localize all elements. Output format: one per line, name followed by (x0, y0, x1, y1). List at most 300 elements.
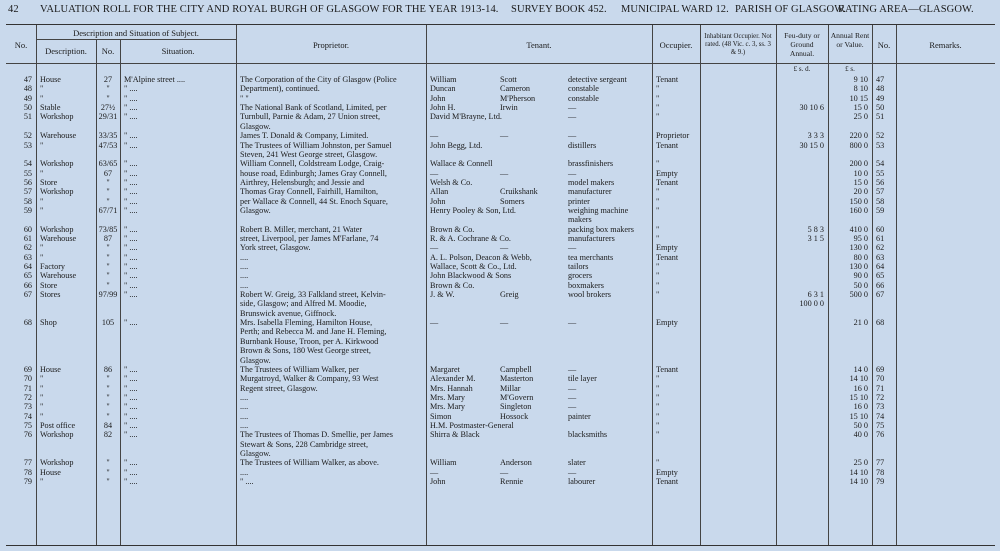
cell-occ: Tenant (656, 177, 679, 187)
cell-prop: .... (240, 252, 249, 262)
cell-tf: Wallace & Connell (430, 159, 493, 169)
cell-no: 74 (23, 411, 32, 421)
cell-tocc: tile layer (568, 374, 597, 384)
cell-num: 73/85 (98, 224, 118, 234)
cell-desc: " (40, 252, 44, 262)
cell-tf: — (430, 168, 439, 178)
table-row (6, 421, 995, 430)
table-row (6, 141, 995, 150)
cell-occ: " (656, 420, 660, 430)
cell-desc: Shop (40, 318, 57, 328)
cell-occ: " (656, 187, 660, 197)
table-row (6, 84, 995, 93)
cell-sit: " .... (124, 467, 138, 477)
cell-no2: 77 (876, 458, 885, 468)
cell-occ: Tenant (656, 252, 679, 262)
cell-num: 47/53 (98, 140, 118, 150)
cell-no2: 51 (876, 112, 885, 122)
cell-sit: " .... (124, 131, 138, 141)
cell-ts: Somers (500, 196, 525, 206)
cell-tocc: manufacturers (568, 233, 615, 243)
table-row (6, 169, 995, 178)
cell-tf: — (430, 467, 439, 477)
cell-rent: 20 0 (853, 187, 868, 197)
cell-tocc: brassfinishers (568, 159, 614, 169)
cell-no: 48 (23, 84, 32, 94)
cell-occ: " (656, 280, 660, 290)
cell-desc: House (40, 75, 61, 84)
cell-rent: 10 0 (853, 168, 868, 178)
cell-occ: " (656, 383, 660, 393)
cell-tf: John (430, 93, 446, 103)
cell-tf: David M'Brayne, Ltd. (430, 112, 502, 122)
cell-tocc: — (568, 392, 577, 402)
cell-tf: A. L. Polson, Deacon & Webb, (430, 252, 532, 262)
cell-sit: " .... (124, 402, 138, 412)
cell-sit: " .... (124, 458, 138, 468)
cell-tocc: — (568, 243, 577, 253)
cell-tocc: — (568, 383, 577, 393)
cell-prop: Glasgow. (240, 121, 271, 131)
cell-occ: " (656, 84, 660, 94)
cell-sit: " .... (124, 243, 138, 253)
cell-no: 57 (23, 187, 32, 197)
table-row (6, 477, 995, 486)
table-row (6, 75, 995, 84)
cell-desc: Stable (40, 103, 61, 112)
cell-no2: 49 (876, 93, 885, 103)
cell-desc: " (40, 140, 44, 150)
table-row (6, 412, 995, 421)
cell-rent: 50 0 (853, 420, 868, 430)
cell-prop: .... (240, 280, 249, 290)
table-row (6, 440, 995, 449)
cell-sit: " .... (124, 262, 138, 271)
cell-tf: — (430, 318, 439, 328)
cell-num: " (106, 477, 110, 487)
cell-prop: Department), continued. (240, 84, 320, 94)
col-no: No. (14, 40, 28, 50)
cell-desc: " (40, 411, 44, 421)
cell-num: 105 (101, 318, 115, 328)
cell-prop: The Trustees of William Johnston, per Samuel (240, 140, 392, 150)
cell-tocc: makers (568, 215, 592, 225)
cell-desc: Workshop (40, 159, 74, 169)
cell-num: 27½ (100, 103, 116, 112)
table-row (6, 122, 995, 131)
valuation-table (6, 24, 995, 546)
cell-prop: Murgatroyd, Walker & Company, 93 West (240, 374, 379, 384)
table-row (6, 271, 995, 280)
cell-no: 65 (23, 271, 32, 281)
cell-sit: " .... (124, 420, 138, 430)
cell-tocc: wool brokers (568, 290, 611, 299)
cell-no: 59 (23, 205, 32, 215)
cell-num: " (106, 177, 110, 187)
cell-tocc: blacksmiths (568, 430, 608, 440)
cell-desc: " (40, 383, 44, 393)
cell-prop: Robert B. Miller, merchant, 21 Water (240, 224, 363, 234)
cell-desc: " (40, 374, 44, 384)
table-row (6, 430, 995, 439)
cell-tf: Mrs. Mary (430, 392, 466, 402)
cell-rent: 95 0 (853, 233, 868, 243)
cell-rent: 410 0 (849, 224, 868, 234)
cell-no2: 53 (876, 140, 885, 150)
cell-no: 76 (23, 430, 32, 440)
cell-occ: " (656, 205, 660, 215)
cell-tf: — (430, 131, 439, 141)
cell-occ: " (656, 224, 660, 234)
cell-tf: Margaret (430, 364, 460, 374)
roll-title: VALUATION ROLL FOR THE CITY AND ROYAL BURGH OF GLASGOW FOR THE YEAR 1913-14. (40, 4, 499, 15)
cell-sit: " .... (124, 168, 138, 178)
cell-num: " (106, 467, 110, 477)
cell-tf: Henry Pooley & Son, Ltd. (430, 205, 516, 215)
cell-no2: 54 (876, 159, 885, 169)
table-row (6, 346, 995, 355)
cell-ts: Masterton (500, 374, 534, 384)
cell-no: 61 (23, 233, 32, 243)
cell-num: " (106, 383, 110, 393)
col-annual-rent: Annual Rent or Value. (830, 31, 870, 49)
cell-num: 67/71 (98, 205, 118, 215)
cell-occ: " (656, 290, 660, 299)
cell-ts: Scott (500, 75, 517, 84)
cell-prop: Brunswick avenue, Giffnock. (240, 308, 337, 318)
cell-desc: Warehouse (40, 271, 77, 281)
cell-rent: 800 0 (849, 140, 868, 150)
cell-sit: " .... (124, 159, 138, 169)
cell-sit: " .... (124, 84, 138, 94)
cell-tocc: tea merchants (568, 252, 614, 262)
cell-prop: The Trustees of Thomas D. Smellie, per James (240, 430, 393, 440)
col-inhabitant: Inhabitant Occupier. Not rated. (48 Vic. c. 3, ss. 3 & 9.) (704, 33, 772, 56)
cell-rent: 130 0 (849, 243, 868, 253)
cell-no2: 70 (876, 374, 885, 384)
cell-no2: 64 (876, 262, 885, 271)
cell-occ: " (656, 196, 660, 206)
cell-tocc: labourer (568, 477, 596, 487)
cell-prop: The Corporation of the City of Glasgow (Police (240, 75, 397, 84)
cell-prop: Glasgow. (240, 205, 271, 215)
cell-no: 73 (23, 402, 32, 412)
cell-num: " (106, 262, 110, 271)
cell-num: " (106, 243, 110, 253)
cell-num: " (106, 187, 110, 197)
cell-desc: " (40, 205, 44, 215)
page-number: 42 (8, 4, 19, 15)
cell-tocc: weighing machine (568, 205, 629, 215)
cell-feu: 30 15 0 (799, 140, 824, 150)
cell-ts: M'Govern (500, 392, 534, 402)
cell-no: 70 (23, 374, 32, 384)
cell-sit: " .... (124, 477, 138, 487)
cell-occ: " (656, 402, 660, 412)
cell-num: " (106, 280, 110, 290)
cell-no: 64 (23, 262, 32, 271)
cell-tocc: detective sergeant (568, 75, 627, 84)
cell-tocc: — (568, 103, 577, 112)
cell-no2: 76 (876, 430, 885, 440)
cell-occ: " (656, 411, 660, 421)
cell-prop: The Trustees of William Walker, as above. (240, 458, 379, 468)
table-row (6, 458, 995, 467)
cell-prop: Steven, 241 West George street, Glasgow. (240, 149, 378, 159)
cell-ts: Cameron (500, 84, 531, 94)
cell-num: " (106, 374, 110, 384)
cell-rent: 160 0 (849, 205, 868, 215)
cell-no: 47 (23, 75, 32, 84)
cell-occ: Tenant (656, 75, 679, 84)
cell-rent: 130 0 (849, 262, 868, 271)
cell-prop: Thomas Gray Connell, Fairhill, Hamilton, (240, 187, 379, 197)
cell-rent: 50 0 (853, 280, 868, 290)
cell-desc: " (40, 392, 44, 402)
cell-prop: Glasgow. (240, 449, 271, 458)
cell-sit: " .... (124, 93, 138, 103)
cell-ts: Irwin (500, 103, 518, 112)
cell-no: 50 (23, 103, 32, 112)
cell-num: 82 (103, 430, 113, 440)
cell-rent: 25 0 (853, 458, 868, 468)
cell-rent: 200 0 (849, 159, 868, 169)
cell-sit: " .... (124, 374, 138, 384)
cell-prop: York street, Glasgow. (240, 243, 311, 253)
cell-no2: 55 (876, 168, 885, 178)
cell-prop: Glasgow. (240, 355, 271, 365)
cell-no2: 78 (876, 467, 885, 477)
cell-ts: — (500, 131, 509, 141)
cell-no: 77 (23, 458, 32, 468)
cell-desc: Workshop (40, 430, 74, 440)
cell-no: 63 (23, 252, 32, 262)
cell-no2: 72 (876, 392, 885, 402)
col-proprietor: Proprietor. (312, 40, 350, 50)
cell-sit: " .... (124, 103, 138, 112)
cell-no2: 69 (876, 364, 885, 374)
cell-desc: Factory (40, 262, 66, 271)
cell-occ: Empty (656, 467, 678, 477)
cell-tf: Simon (430, 411, 452, 421)
cell-prop: James T. Donald & Company, Limited. (240, 131, 369, 141)
table-row (6, 402, 995, 411)
cell-tf: John (430, 196, 446, 206)
table-row (6, 94, 995, 103)
table-row (6, 150, 995, 159)
cell-num: 84 (103, 420, 113, 430)
cell-occ: Empty (656, 318, 678, 328)
table-row (6, 299, 995, 308)
cell-tf: William (430, 75, 457, 84)
table-row (6, 112, 995, 121)
cell-tocc: slater (568, 458, 586, 468)
cell-tocc: — (568, 467, 577, 477)
cell-rent: 10 15 (849, 93, 868, 103)
cell-no2: 71 (876, 383, 885, 393)
cell-tocc: distillers (568, 140, 597, 150)
cell-no2: 65 (876, 271, 885, 281)
cell-tocc: — (568, 364, 577, 374)
survey-book: SURVEY BOOK 452. (511, 4, 607, 15)
cell-rent: 15 10 (849, 392, 868, 402)
cell-prop: Turnbull, Parnie & Adam, 27 Union street, (240, 112, 381, 122)
cell-tf: John (430, 477, 446, 487)
cell-prop: street, Liverpool, per James M'Farlane, 74 (240, 233, 379, 243)
cell-sit: " .... (124, 383, 138, 393)
cell-prop: side, Glasgow; and Alfred M. Moodie, (240, 299, 367, 309)
cell-prop: " .... (240, 477, 254, 487)
cell-sit: " .... (124, 205, 138, 215)
cell-sit: " .... (124, 392, 138, 402)
cell-prop: Burnbank House, Troon, per A. Kirkwood (240, 336, 379, 346)
page-header (0, 4, 1000, 20)
cell-prop: The Trustees of William Walker, per (240, 364, 359, 374)
cell-occ: " (656, 271, 660, 281)
cell-sit: M'Alpine street .... (124, 75, 186, 84)
cell-tf: John Begg, Ltd. (430, 140, 483, 150)
cell-tocc: manufacturer (568, 187, 612, 197)
table-row (6, 234, 995, 243)
cell-tocc: constable (568, 93, 599, 103)
cell-no2: 58 (876, 196, 885, 206)
cell-tocc: — (568, 318, 577, 328)
cell-occ: " (656, 392, 660, 402)
cell-prop: William Connell, Coldstream Lodge, Craig- (240, 159, 385, 169)
cell-no: 67 (23, 290, 32, 299)
cell-num: " (106, 458, 110, 468)
cell-num: 67 (103, 168, 113, 178)
cell-no: 56 (23, 177, 32, 187)
cell-desc: House (40, 364, 61, 374)
cell-num: " (106, 411, 110, 421)
cell-sit: " .... (124, 196, 138, 206)
cell-prop: per Wallace & Connell, 44 St. Enoch Square, (240, 196, 388, 206)
cell-tf: Brown & Co. (430, 224, 475, 234)
cell-no2: 79 (876, 477, 885, 487)
cell-sit: " .... (124, 430, 138, 440)
cell-prop: .... (240, 420, 249, 430)
cell-rent: 220 0 (849, 131, 868, 141)
cell-occ: " (656, 103, 660, 112)
cell-rent: 16 0 (853, 383, 868, 393)
cell-rent: 14 10 (849, 467, 868, 477)
table-row (6, 337, 995, 346)
table-row (6, 197, 995, 206)
cell-ts: — (500, 467, 509, 477)
table-row (6, 206, 995, 215)
cell-no2: 61 (876, 233, 885, 243)
cell-rent: 150 0 (849, 196, 868, 206)
cell-no2: 56 (876, 177, 885, 187)
cell-no2: 74 (876, 411, 885, 421)
cell-sit: " .... (124, 187, 138, 197)
cell-tocc: — (568, 168, 577, 178)
cell-desc: Post office (40, 420, 76, 430)
cell-no: 68 (23, 318, 32, 328)
cell-occ: Tenant (656, 140, 679, 150)
cell-occ: Proprietor (656, 131, 690, 141)
cell-occ: " (656, 112, 660, 122)
cell-rent: 9 10 (853, 75, 868, 84)
cell-desc: Warehouse (40, 233, 77, 243)
cell-rent: 25 0 (853, 112, 868, 122)
cell-num: 33/35 (98, 131, 118, 141)
table-row (6, 327, 995, 336)
cell-no: 55 (23, 168, 32, 178)
cell-no: 52 (23, 131, 32, 141)
cell-num: 29/31 (98, 112, 118, 122)
cell-prop: Mrs. Isabella Fleming, Hamilton House, (240, 318, 373, 328)
cell-sit: " .... (124, 177, 138, 187)
col-feu-units: £ s. d. (793, 65, 811, 73)
cell-prop: Robert W. Greig, 33 Falkland street, Kelvin- (240, 290, 386, 299)
cell-tocc: — (568, 112, 577, 122)
cell-rent: 40 0 (853, 430, 868, 440)
table-row (6, 384, 995, 393)
cell-tf: William (430, 458, 457, 468)
cell-sit: " .... (124, 411, 138, 421)
cell-rent: 14 10 (849, 477, 868, 487)
cell-rent: 16 0 (853, 402, 868, 412)
rating-area: RATING AREA—GLASGOW. (838, 4, 974, 15)
cell-sit: " .... (124, 233, 138, 243)
cell-sit: " .... (124, 112, 138, 122)
cell-tocc: tailors (568, 262, 589, 271)
parish: PARISH OF GLASGOW. (735, 4, 847, 15)
cell-tf: H.M. Postmaster-General (430, 420, 514, 430)
cell-rent: 15 0 (853, 177, 868, 187)
cell-occ: " (656, 262, 660, 271)
cell-no2: 52 (876, 131, 885, 141)
col-remarks: Remarks. (929, 40, 962, 50)
table-row (6, 356, 995, 365)
cell-tocc: constable (568, 84, 599, 94)
cell-ts: Cruikshank (500, 187, 538, 197)
cell-ts: Greig (500, 290, 519, 299)
cell-rent: 80 0 (853, 252, 868, 262)
cell-prop: The National Bank of Scotland, Limited, per (240, 103, 387, 112)
table-row (6, 187, 995, 196)
cell-num: 86 (103, 364, 113, 374)
table-row (6, 215, 995, 224)
cell-rent: 500 0 (849, 290, 868, 299)
cell-no: 62 (23, 243, 32, 253)
cell-no: 58 (23, 196, 32, 206)
cell-num: " (106, 196, 110, 206)
table-row (6, 281, 995, 290)
cell-tocc: model makers (568, 177, 615, 187)
table-row (6, 131, 995, 140)
cell-sit: " .... (124, 280, 138, 290)
cell-tocc: painter (568, 411, 591, 421)
cell-desc: " (40, 243, 44, 253)
cell-tocc: printer (568, 196, 590, 206)
cell-no2: 59 (876, 205, 885, 215)
cell-feu: 100 0 0 (799, 299, 824, 309)
col-rent-units: £ s. (845, 65, 855, 73)
cell-no2: 50 (876, 103, 885, 112)
cell-sit: " .... (124, 318, 138, 328)
cell-desc: Workshop (40, 112, 74, 122)
cell-tf: J. & W. (430, 290, 455, 299)
col-desc-group: Description and Situation of Subject. (73, 28, 199, 38)
col-tenant: Tenant. (526, 40, 552, 50)
cell-no: 79 (23, 477, 32, 487)
cell-prop: .... (240, 271, 249, 281)
cell-rent: 14 10 (849, 374, 868, 384)
cell-sit: " .... (124, 364, 138, 374)
